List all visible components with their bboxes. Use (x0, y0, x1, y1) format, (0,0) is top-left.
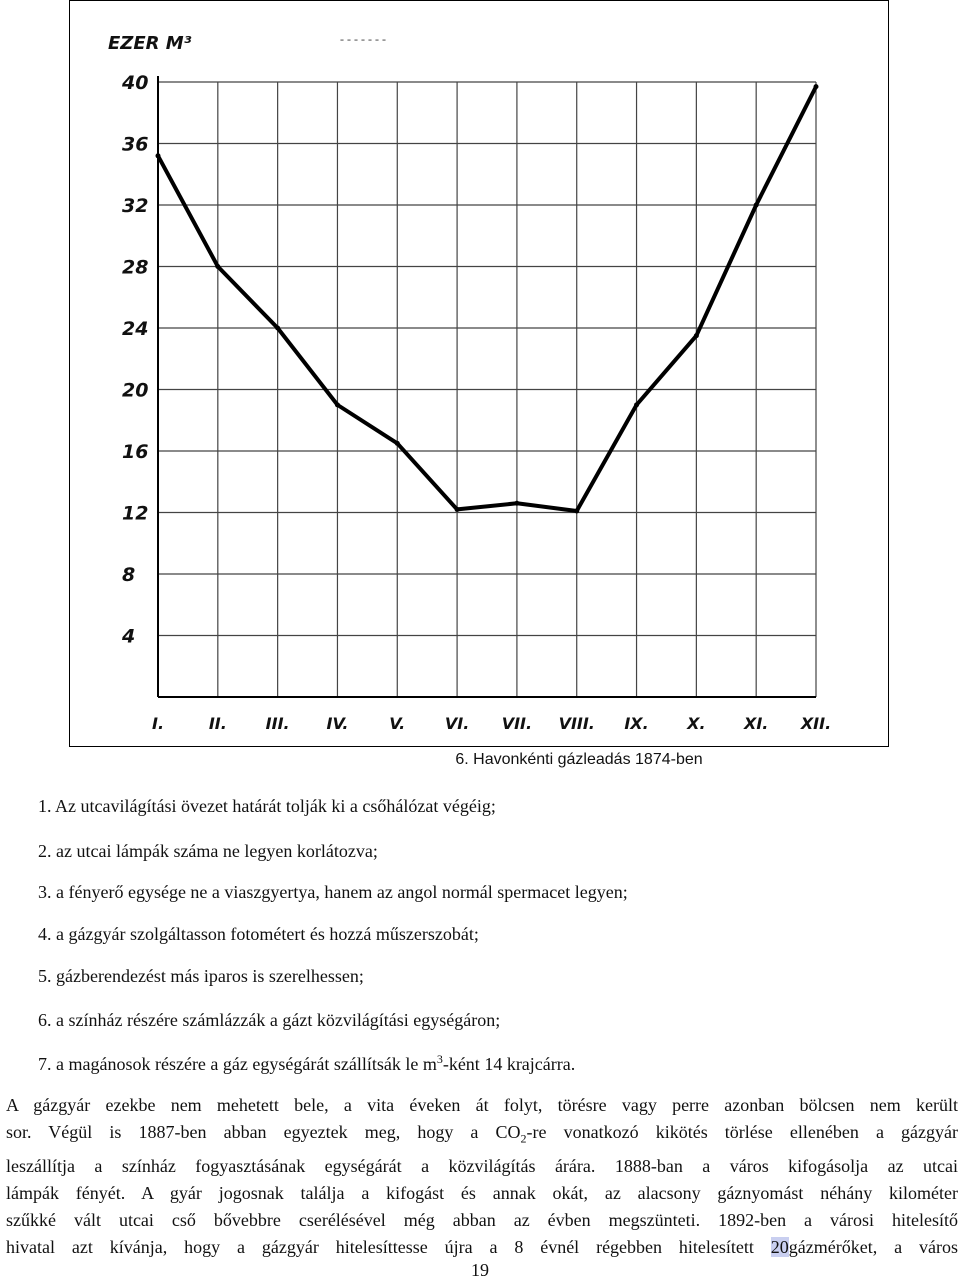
paragraph-line-2-b: -re vonatkozó kikötés törlése ellenében a gázgyár (526, 1122, 958, 1142)
data-point (455, 507, 460, 512)
x-tick-label: IV. (326, 714, 349, 733)
data-point (335, 402, 340, 407)
y-tick-label: 12 (122, 502, 149, 525)
y-tick-label: 32 (122, 195, 149, 217)
paragraph-line-6 (6, 1234, 958, 1261)
subscript-two: 2 (520, 1131, 527, 1146)
list-item-5: 5. gázberendezést más iparos is szerelhessen; (38, 966, 364, 986)
body-paragraph (6, 1092, 958, 1261)
superscript-three: 3 (436, 1052, 443, 1066)
paragraph-line-4: lámpák fényét. A gyár jogosnak találja a kifogást és annak okát, az alacsony gáznyomást néhány kilométer (6, 1182, 958, 1203)
y-tick-label: 36 (122, 133, 149, 156)
x-tick-label: I. (151, 714, 165, 733)
y-axis-label: EZER M³ (108, 33, 192, 54)
data-point (156, 153, 161, 158)
paragraph-line-3: leszállítja a színház fogyasztásának egységárát a közvilágítás árára. 1888-ban a város kifogásolja az utcai (6, 1155, 958, 1176)
page-number: 19 (471, 1260, 489, 1280)
data-points (156, 84, 819, 513)
list-item-7-text-b: -ként 14 krajcárra. (442, 1054, 576, 1074)
chart-frame (69, 0, 889, 747)
x-tick-label: XII. (800, 714, 832, 733)
y-tick-label: 24 (122, 318, 149, 340)
paragraph-line-2 (6, 1119, 958, 1153)
data-point (215, 264, 220, 269)
data-point (395, 441, 400, 446)
list-item-6: 6. a színház részére számlázzák a gázt közvilágítási egységáron; (38, 1010, 501, 1030)
x-tick-label: VI. (444, 714, 470, 733)
list-item-2: 2. az utcai lámpák száma ne legyen korlátozva; (38, 841, 378, 861)
data-point (694, 333, 699, 338)
y-tick-label: 28 (122, 256, 149, 279)
x-tick-label: III. (265, 714, 290, 733)
x-tick-label: IX. (624, 714, 649, 733)
series-line (158, 87, 816, 511)
data-point (574, 508, 579, 513)
y-tick-label: 4 (122, 625, 136, 648)
paragraph-line-6-b: gázmérőket, a város (788, 1236, 959, 1257)
list-item-1: 1. Az utcavilágítási övezet határát tolják ki a csőhálózat végéig; (38, 796, 496, 816)
highlighted-text[interactable]: 20 (770, 1236, 789, 1257)
list-item-4: 4. a gázgyár szolgáltasson fotométert és hozzá műszerszobát; (38, 924, 479, 944)
data-point (754, 203, 759, 208)
x-tick-label: X. (687, 714, 706, 733)
y-tick-label: 20 (122, 379, 149, 402)
x-tick-labels (152, 714, 831, 733)
x-tick-label: XI. (743, 714, 769, 733)
data-point (634, 402, 639, 407)
scribble-mark: - - - - - - - (340, 32, 386, 46)
y-tick-labels (121, 72, 148, 648)
data-point (814, 84, 819, 89)
data-point (275, 326, 280, 331)
x-tick-label: V. (389, 714, 406, 733)
paragraph-line-6-a: hivatal azt kívánja, hogy a gázgyár hitelesíttesse újra a 8 évnél régebben hitelesített (6, 1236, 771, 1257)
paragraph-line-2-a: sor. Végül is 1887-ben abban egyeztek meg, hogy a CO (6, 1122, 521, 1142)
y-tick-label: 8 (122, 564, 136, 586)
figure-caption: 6. Havonkénti gázleadás 1874-ben (455, 751, 703, 768)
list-item-3: 3. a fényerő egysége ne a viaszgyertya, hanem az angol normál spermacet legyen; (38, 882, 628, 902)
paragraph-line-1: A gázgyár ezekbe nem mehetett bele, a vita éveken át folyt, törésre vagy perre azonban bölcsen nem került (6, 1095, 958, 1115)
y-tick-label: 40 (122, 72, 149, 94)
list-item-7-text-a: 7. a magánosok részére a gáz egységárát szállítsák le m (38, 1054, 437, 1074)
data-point (514, 501, 519, 506)
x-tick-label: II. (208, 714, 227, 733)
list-item-7 (38, 1052, 575, 1075)
y-tick-label: 16 (122, 441, 149, 463)
gas-output-chart (70, 1, 890, 748)
chart-axes (158, 76, 816, 697)
paragraph-line-5: szűkké vált utcai cső bővebbre cserélésével még abban az évben megszünteti. 1892-ben a városi hitelesítő (6, 1209, 958, 1230)
x-tick-label: VII. (501, 714, 533, 733)
chart-grid (158, 82, 816, 697)
x-tick-label: VIII. (558, 714, 595, 733)
